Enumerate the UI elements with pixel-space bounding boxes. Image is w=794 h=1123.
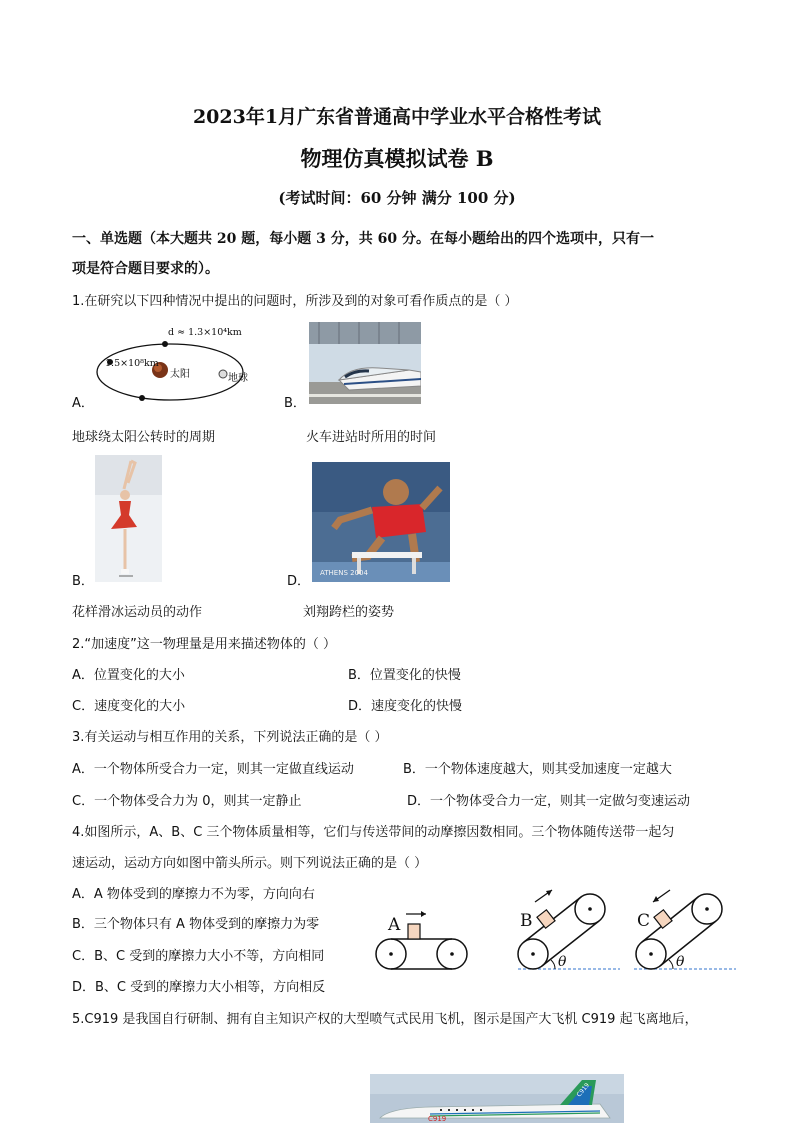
label-a: A — [388, 915, 401, 935]
q1-option-a-letter: A． — [72, 396, 94, 411]
orbit-r-label: 1.5×10⁸km — [105, 358, 159, 369]
q1-caption-a: 地球绕太阳公转时的周期 — [72, 430, 216, 445]
c919-image — [370, 1074, 624, 1123]
q4-option-a: A．A 物体受到的摩擦力不为零，方向向右 — [72, 887, 315, 902]
q3-option-d: D．一个物体受合力一定，则其一定做匀变速运动 — [407, 794, 691, 809]
belt-a — [376, 911, 467, 969]
exam-info: (考试时间：60 分钟 满分 100 分) — [278, 189, 516, 207]
exam-title: 2023年1月广东省普通高中学业水平合格性考试 — [192, 106, 602, 128]
q1-option-d-letter: D． — [287, 574, 311, 589]
plane-marking: C919 — [428, 1115, 447, 1123]
orbit-diagram — [90, 320, 260, 410]
q3-stem: 3.有关运动与相互作用的关系，下列说法正确的是（ ） — [72, 730, 388, 745]
q3-option-b: B．一个物体速度越大，则其受加速度一定越大 — [403, 762, 672, 777]
q1-option-b-letter: B． — [284, 396, 306, 411]
orbit-d-label: d ≈ 1.3×10⁴km — [168, 327, 242, 338]
q1-caption-b: 火车进站时所用的时间 — [306, 430, 437, 445]
hurdle-board-text: ATHENS 2004 — [320, 569, 368, 577]
theta-b: θ — [558, 954, 567, 970]
hurdler-image — [312, 462, 450, 582]
q4-option-b: B．三个物体只有 A 物体受到的摩擦力为零 — [72, 917, 320, 932]
label-b: B — [520, 911, 533, 931]
q1-option-c-letter: B． — [72, 574, 94, 589]
q2-option-c: C．速度变化的大小 — [72, 699, 186, 714]
belt-b — [518, 890, 620, 970]
q1-stem: 1.在研究以下四种情况中提出的问题时，所涉及到的对象可看作质点的是（ ） — [72, 294, 518, 309]
sun-label: 太阳 — [170, 369, 190, 380]
q2-option-b: B．位置变化的快慢 — [348, 668, 461, 683]
tail-marking: C919 — [575, 1081, 592, 1099]
q4-stem-line2: 速运动，运动方向如图中箭头所示。则下列说法正确的是（ ） — [72, 856, 428, 871]
skater-image — [95, 455, 162, 582]
q4-option-c: C．B、C 受到的摩擦力大小不等，方向相同 — [72, 949, 325, 964]
q5-stem: 5.C919 是我国自行研制、拥有自主知识产权的大型喷气式民用飞机，图示是国产大飞机 C919 起飞离地后， — [72, 1012, 698, 1027]
earth-label: 地球 — [228, 373, 248, 384]
q4-stem-line1: 4.如图所示，A、B、C 三个物体质量相等，它们与传送带间的动摩擦因数相同。三个物体随传送带一起匀 — [72, 825, 675, 840]
q3-option-c: C．一个物体受合力为 0，则其一定静止 — [72, 794, 302, 809]
section-heading-line2: 项是符合题目要求的）。 — [72, 261, 219, 277]
q3-option-a: A．一个物体所受合力一定，则其一定做直线运动 — [72, 762, 354, 777]
train-image — [309, 322, 421, 404]
q1-caption-d: 刘翔跨栏的姿势 — [303, 605, 395, 620]
paper-title: 物理仿真模拟试卷 B — [300, 146, 494, 171]
belt-c — [634, 890, 736, 970]
q4-option-d: D．B、C 受到的摩擦力大小相等，方向相反 — [72, 980, 326, 995]
conveyor-diagram — [370, 880, 736, 975]
theta-c: θ — [676, 954, 685, 970]
q2-stem: 2.“加速度”这一物理量是用来描述物体的（ ） — [72, 637, 337, 652]
q2-option-a: A．位置变化的大小 — [72, 668, 185, 683]
label-c: C — [637, 911, 651, 931]
section-heading-line1: 一、单选题（本大题共 20 题，每小题 3 分，共 60 分。在每小题给出的四个选项中，只有一 — [72, 231, 654, 247]
q2-option-d: D．速度变化的快慢 — [348, 699, 463, 714]
q1-caption-c: 花样滑冰运动员的动作 — [72, 605, 203, 620]
